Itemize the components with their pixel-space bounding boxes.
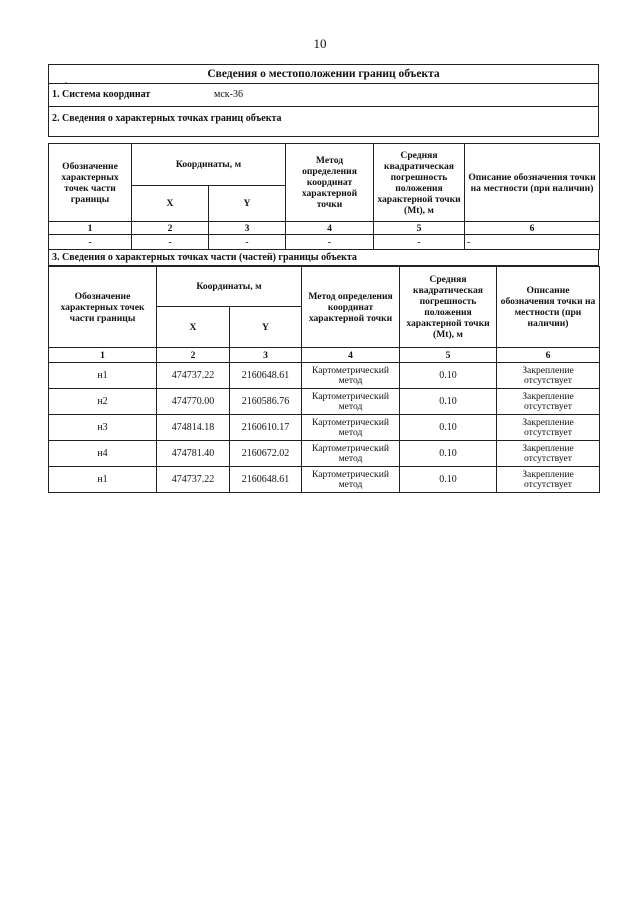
point-name: н4 [49,441,157,467]
s3-col-number: 4 [302,348,400,363]
error-mt: 0.10 [400,363,497,389]
s2-number-row [49,222,600,235]
s3-data-row [49,441,600,467]
s2-cell: - [209,235,286,250]
coord-y: 2160586.76 [230,389,302,415]
s2-col-number: 3 [209,222,286,235]
s2-header-y: Y [209,186,286,222]
point-description: Закрепление отсутствует [497,389,600,415]
point-description: Закрепление отсутствует [497,441,600,467]
s2-cell: - [49,235,132,250]
s3-data-row [49,415,600,441]
coord-y: 2160610.17 [230,415,302,441]
s3-data-row [49,363,600,389]
point-description: Закрепление отсутствует [497,467,600,493]
point-name: н1 [49,363,157,389]
error-mt: 0.10 [400,389,497,415]
coord-y: 2160672.02 [230,441,302,467]
point-description: Закрепление отсутствует [497,415,600,441]
section2-table [48,143,600,250]
section3-table [48,266,600,493]
s3-header-method: Метод определения координат характерной точки [302,267,400,348]
s2-col-number: 1 [49,222,132,235]
s3-header-designation: Обозначение характерных точек части границы [49,267,157,348]
s2-header-coords: Координаты, м [132,144,286,186]
s2-header-error: Средняя квадратическая погрешность положения характерной точки (Mt), м [374,144,465,222]
coord-x: 474781.40 [157,441,230,467]
s3-header-y: Y [230,307,302,348]
s3-header-coords: Координаты, м [157,267,302,307]
s3-header-error: Средняя квадратическая погрешность положения характерной точки (Mt), м [400,267,497,348]
section2-title: 2. Сведения о характерных точках границ объекта [49,107,598,137]
error-mt: 0.10 [400,467,497,493]
s2-header-method: Метод определения координат характерной точки [286,144,374,222]
method: Картометрический метод [302,363,400,389]
error-mt: 0.10 [400,415,497,441]
s3-col-number: 6 [497,348,600,363]
s3-data-row [49,467,600,493]
s3-col-number: 3 [230,348,302,363]
coord-system-row [49,84,598,107]
s2-col-number: 4 [286,222,374,235]
point-name: н3 [49,415,157,441]
point-name: н2 [49,389,157,415]
s3-data-row [49,389,600,415]
error-mt: 0.10 [400,441,497,467]
s2-cell: - [132,235,209,250]
s3-col-number: 5 [400,348,497,363]
method: Картометрический метод [302,389,400,415]
document-title: Сведения о местоположении границ объекта [49,65,598,84]
coord-x: 474770.00 [157,389,230,415]
coord-y: 2160648.61 [230,363,302,389]
coord-y: 2160648.61 [230,467,302,493]
page-number: 10 [313,36,327,51]
s2-col-number: 2 [132,222,209,235]
point-name: н1 [49,467,157,493]
s2-header-description: Описание обозначения точки на местности (при наличии) [465,144,600,222]
coord-x: 474814.18 [157,415,230,441]
section3-title: 3. Сведения о характерных точках части (частей) границы объекта [48,250,599,266]
s3-col-number: 1 [49,348,157,363]
s2-col-number: 5 [374,222,465,235]
s3-number-row [49,348,600,363]
document-form [48,64,599,493]
s2-cell: - [465,235,600,250]
header-box [48,64,599,137]
coord-x: 474737.22 [157,363,230,389]
coord-system-value: мск-36 [214,89,243,100]
scan-mark: . [65,76,67,85]
s2-cell: - [374,235,465,250]
s2-cell: - [286,235,374,250]
s2-header-designation: Обозначение характерных точек части границы [49,144,132,222]
s2-header-x: X [132,186,209,222]
method: Картометрический метод [302,415,400,441]
method: Картометрический метод [302,441,400,467]
coord-system-label: 1. Система координат [52,89,151,100]
s3-col-number: 2 [157,348,230,363]
method: Картометрический метод [302,467,400,493]
s3-header-description: Описание обозначения точки на местности (при наличии) [497,267,600,348]
s2-data-row [49,235,600,250]
s3-header-x: X [157,307,230,348]
coord-x: 474737.22 [157,467,230,493]
s2-col-number: 6 [465,222,600,235]
point-description: Закрепление отсутствует [497,363,600,389]
